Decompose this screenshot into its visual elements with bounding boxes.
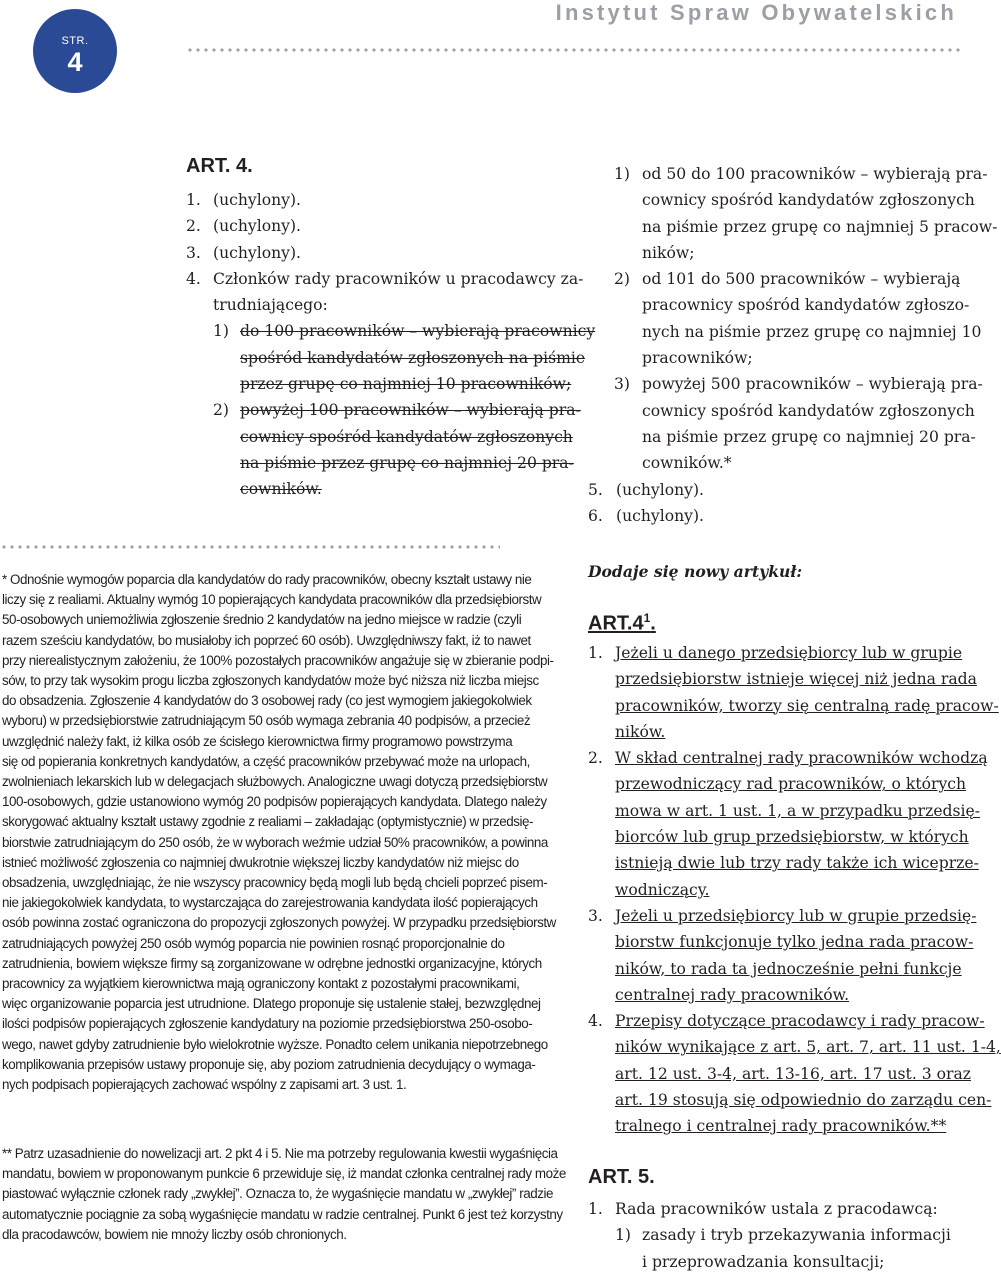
article-4-item-1: 1. (uchylony). — [186, 191, 301, 209]
article-4-item-3: 3. (uchylony). — [186, 243, 301, 262]
page-number-badge — [33, 9, 117, 93]
article-4-body — [186, 187, 596, 503]
publisher-title: Instytut Spraw Obywatelskich — [555, 0, 957, 25]
new-provision-3: 3) powyżej 500 pracowników – wybierają pra- cownicy spośród kandydatów zgłoszonych na piśmie przez grupę co najmniej 20 pra- cowników.* — [614, 375, 983, 473]
page-number: 4 — [67, 47, 83, 77]
article-5-heading: ART. 5. — [588, 1166, 655, 1188]
footnote-central-council-mandate: ** Patrz uzasadnienie do nowelizacji art. 2 pkt 4 i 5. Nie ma potrzeby regulowania kwestii wygaśnięcia mandatu, bowiem w proponowanym punkcie 6 przewiduje się, iż mandat członka centralnej rady może piastować wyłącznie członek rady „zwykłej”. Oznacza to, że wygaśnięcie mandatu w „zwykłej” radzie automatycznie pociągnie za sobą wygaśnięcie mandatu w radzie centralnej. Punkt 6 jest też korzystny dla pracodawców, bowiem nie mnoży liczby osób chronionych. — [2, 1146, 566, 1242]
header-dotted-divider — [186, 47, 960, 53]
struck-provision-2: 2) powyżej 100 pracowników – wybierają pra- cownicy spośród kandydatów zgłoszonych na piśmie przez grupę co najmniej 20 pra- cowników. — [213, 401, 581, 499]
new-provision-2: 2) od 101 do 500 pracowników – wybierają pracownicy spośród kandydatów zgłoszo- nych na piśmie przez grupę co najmniej 10 pracowników; — [614, 270, 982, 368]
article-4-item-2: 2. (uchylony). — [186, 217, 301, 236]
page-label: STR. — [61, 35, 89, 47]
article-4-1-body — [588, 640, 1001, 1140]
article-4-item-4: 4. Członków rady pracowników u pracodawcy za- trudniającego: — [186, 269, 584, 315]
new-article-intro: Dodaje się nowy artykuł: — [588, 562, 803, 581]
footnote-dotted-divider — [0, 544, 500, 550]
article-4-1-heading: $ART.4^1$. — [588, 611, 656, 635]
article-5-item-1: 1. Rada pracowników ustala z pracodawcą: — [588, 1200, 938, 1218]
article-5-subitem-1: 1) zasady i tryb przekazywania informacji i przeprowadzania konsultacji; — [615, 1226, 951, 1271]
article-4-1-item-4: 4. Przepisy dotyczące pracodawcy i rady pracow- ników wynikające z art. 5, art. 7, art. 11 ust. 1-4, art. 12 ust. 3-4, art. 13-16, art. 17 ust. 3 oraz art. 19 stosują się odpowiednio do zarządu cen- tralnego i centralnej rady pracowników.** — [588, 1012, 1001, 1136]
article-5-body — [588, 1196, 960, 1275]
new-provision-1: 1) od 50 do 100 pracowników – wybierają pra- cownicy spośród kandydatów zgłoszonych na piśmie przez grupę co najmniej 5 pracow- ników; — [614, 165, 998, 262]
footnote-support-requirements: * Odnośnie wymogów poparcia dla kandydatów do rady pracowników, obecny kształt ustawy nie liczy się z realiami. Aktualny wymóg 10 popierających kandydata pracowników dla przedsiębiorstw 50-osobowych uniemożliwia zgłoszenie średnio 2 kandydatów na jedno miejsce w radzie (czyli razem sześciu kandydatów, bo musiałoby ich poprzeć 60 osób). Uwzględniwszy fakt, iż to nawet przy nierealistycznym założeniu, że 100% pozostałych pracowników angażuje się w zbieranie podpi- sów, to przy tak wysokim progu liczba zgłoszonych kandydatów może być niższa niż liczba miejsc do obsadzenia. Zgłoszenie 4 kandydatów do 3 osobowej rady (co jest wymogiem jakiegokolwiek wyboru) w przedsiębiorstwie zatrudniającym 50 osób wymaga zebrania 40 podpisów, a przecież uwzględnić należy fakt, iż kilka osób ze ścisłego kierownictwa firmy programowo powstrzyma się od popierania konkretnych kandydatów, a część pracowników przebywać może na urlopach, zwolnieniach lekarskich lub w delegacjach służbowych. Analogiczne uwagi dotyczą przedsiębiorstw 100-osobowych, gdzie ustanowiono wymóg 20 podpisów popierających kandydata. Dlatego należy skorygować aktualny kształt ustawy zgodnie z realiami – zakładając (optymistycznie) w przedsię- biorstwie zatrudniającym do 250 osób, że w wyborach weźmie udział 50% pracowników, a powinna istnieć możliwość zgłoszenia co najmniej dwukrotnie większej liczby kandydatów niż miejsc do obsadzenia, uwzględniając, że nie wszyscy pracownicy będą mogli lub będą chcieli poprzeć pisem- nie jakiegokolwiek kandydata, to wystarczająca do zarejestrowania kandydata ilość popierających osób powinna zostać ograniczona do propozycji zgłoszonych powyżej. W przypadku przedsiębiorstw zatrudniających powyżej 250 osób wymóg poparcia nie powinien rosnąć proporcjonalnie do zatrudnienia, bowiem większe firmy są zorganizowane w odrębne jednostki organizacyjne, których pracownicy za wyjątkiem kierownictwa mają ograniczony kontakt z pozostałymi pracownikami, więc organizowanie poparcia jest utrudnione. Dlatego proponuje się ustalenie stałej, bezwzględnej ilości podpisów popierających zgłoszenie kandydatury na poziomie przedsiębiorstwa 250-osobo- wego, nawet gdyby zatrudnienie było wielokrotnie wyższe. Ponadto celem unikania niepotrzebnego komplikowania przepisów ustawy proponuje się, aby poziom zatrudnienia decydujący o wymaga- nych podpisach popierających zachować wspólny z zapisami art. 3 ust. 1. — [2, 572, 556, 1093]
article-4-1-item-3: 3. Jeżeli u przedsiębiorcy lub w grupie przedsię- biorstw funkcjonuje tylko jedna rada pracow- ników, to rada ta jednocześnie pełni funkcje centralnej rady pracowników. — [588, 906, 977, 1004]
struck-provision-1: 1) do 100 pracowników – wybierają pracownicy spośród kandydatów zgłoszonych na piśmie przez grupę co najmniej 10 pracowników; — [213, 322, 596, 394]
article-4-item-5: 5. (uchylony). — [588, 480, 704, 499]
article-4-heading: ART. 4. — [186, 155, 253, 177]
article-4-1-item-1: 1. Jeżeli u danego przedsiębiorcy lub w grupie przedsiębiorstw istnieje więcej niż jedna rada pracowników, tworzy się centralną radę pracow- ników. — [588, 644, 999, 741]
article-4-item-6: 6. (uchylony). — [588, 506, 704, 525]
article-4-1-item-2: 2. W skład centralnej rady pracowników wchodzą przewodniczący rad pracowników, o których mowa w art. 1 ust. 1, a w przypadku przedsię- biorców lub grup przedsiębiorstw, w których istnieją dwie lub trzy rady także ich wiceprze- wodniczący. — [588, 749, 988, 899]
article-4-continuation — [588, 161, 998, 529]
